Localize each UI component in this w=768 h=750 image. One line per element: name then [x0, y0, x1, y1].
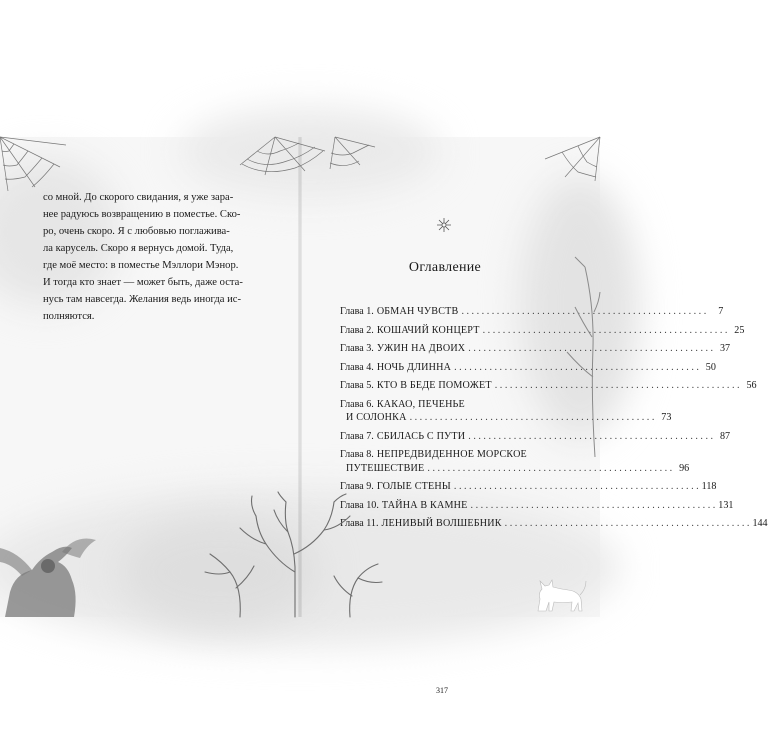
tree-branches-icon [200, 492, 385, 617]
chapter-title: ГОЛЫЕ СТЕНЫ [376, 481, 451, 492]
dot-leader [471, 499, 716, 513]
text-line: ро, очень скоро. Я с любовью поглажива- [43, 226, 230, 237]
chapter-number: Глава 5. [340, 380, 374, 391]
dot-leader [483, 324, 728, 338]
toc-entry[interactable] [340, 379, 757, 393]
page-number: 118 [701, 481, 717, 492]
toc-entry[interactable] [340, 361, 716, 375]
chapter-number: Глава 1. [340, 306, 374, 317]
page-number: 25 [734, 324, 745, 336]
dot-leader [495, 379, 740, 393]
chapter-number: Глава 10. [340, 499, 379, 511]
cat-silhouette-icon [528, 577, 588, 613]
chapter-title: КАКАО, ПЕЧЕНЬЕ [376, 398, 465, 410]
text-line: И тогда кто знает — может быть, даже оста- [43, 277, 243, 288]
toc-entry[interactable] [340, 324, 745, 338]
chapter-title: КТО В БЕДЕ ПОМОЖЕТ [376, 380, 492, 391]
chapter-number: Глава 3. [340, 343, 374, 354]
chapter-title: КОШАЧИЙ КОНЦЕРТ [376, 324, 480, 336]
toc-entry[interactable] [340, 398, 672, 425]
page-number: 144 [752, 518, 768, 529]
toc-title: Оглавление [408, 260, 482, 275]
page-number: 56 [746, 380, 757, 391]
chapter-title-continuation: ПУТЕШЕСТВИЕ [346, 462, 425, 474]
dot-leader [454, 480, 699, 494]
chapter-title: ТАЙНА В КАМНЕ [381, 499, 468, 511]
left-page-body [43, 189, 258, 325]
text-line: где моё место: в поместье Мэллори Мэнор. [43, 260, 239, 271]
chapter-title: НЕПРЕДВИДЕННОЕ МОРСКОЕ [376, 449, 527, 460]
book-spread [0, 137, 768, 695]
chapter-title: УЖИН НА ДВОИХ [376, 343, 466, 354]
chapter-title-continuation: И СОЛОНКА [346, 412, 407, 423]
dot-leader [505, 517, 750, 531]
chapter-title: ЛЕНИВЫЙ ВОЛШЕБНИК [381, 518, 502, 529]
page-number: 87 [719, 430, 731, 442]
tree-branches-icon [555, 257, 600, 457]
chapter-number: Глава 6. [340, 398, 374, 410]
text-line: полняются. [43, 311, 95, 322]
toc-entry[interactable] [340, 342, 731, 356]
chapter-number: Глава 2. [340, 324, 374, 336]
page-number: 37 [719, 343, 731, 354]
gargoyle-statue-icon [0, 522, 100, 617]
spiderweb-icon [540, 137, 600, 182]
text-line: со мной. До скорого свидания, я уже зара- [43, 192, 234, 203]
page-number: 96 [679, 462, 690, 474]
chapter-title: СБИЛАСЬ С ПУТИ [376, 430, 466, 442]
spiderweb-icon [0, 137, 70, 192]
page-number: 131 [718, 499, 734, 511]
page-folio: 317 [436, 686, 448, 695]
toc-entry[interactable] [340, 430, 731, 444]
chapter-number: Глава 8. [340, 449, 374, 460]
toc-entry[interactable] [340, 448, 690, 475]
spiderweb-icon [235, 137, 375, 177]
text-line: ла карусель. Скоро я вернусь домой. Туда, [43, 243, 234, 254]
dot-leader [427, 462, 672, 476]
chapter-title: ОБМАН ЧУВСТВ [376, 306, 459, 317]
page-number: 73 [661, 412, 672, 423]
chapter-number: Глава 7. [340, 430, 374, 442]
page-number: 7 [718, 306, 724, 317]
chapter-number: Глава 11. [340, 518, 379, 529]
chapter-title: НОЧЬ ДЛИННА [376, 361, 452, 373]
dot-leader [410, 411, 655, 425]
text-line: нее радуюсь возвращению в поместье. Ско- [43, 209, 241, 220]
flower-ornament-icon [436, 217, 452, 233]
chapter-number: Глава 4. [340, 361, 374, 373]
chapter-number: Глава 9. [340, 481, 374, 492]
page-number: 50 [705, 361, 716, 373]
toc-entry[interactable] [340, 305, 724, 319]
text-line: нусь там навсегда. Желания ведь иногда ис- [43, 294, 241, 305]
